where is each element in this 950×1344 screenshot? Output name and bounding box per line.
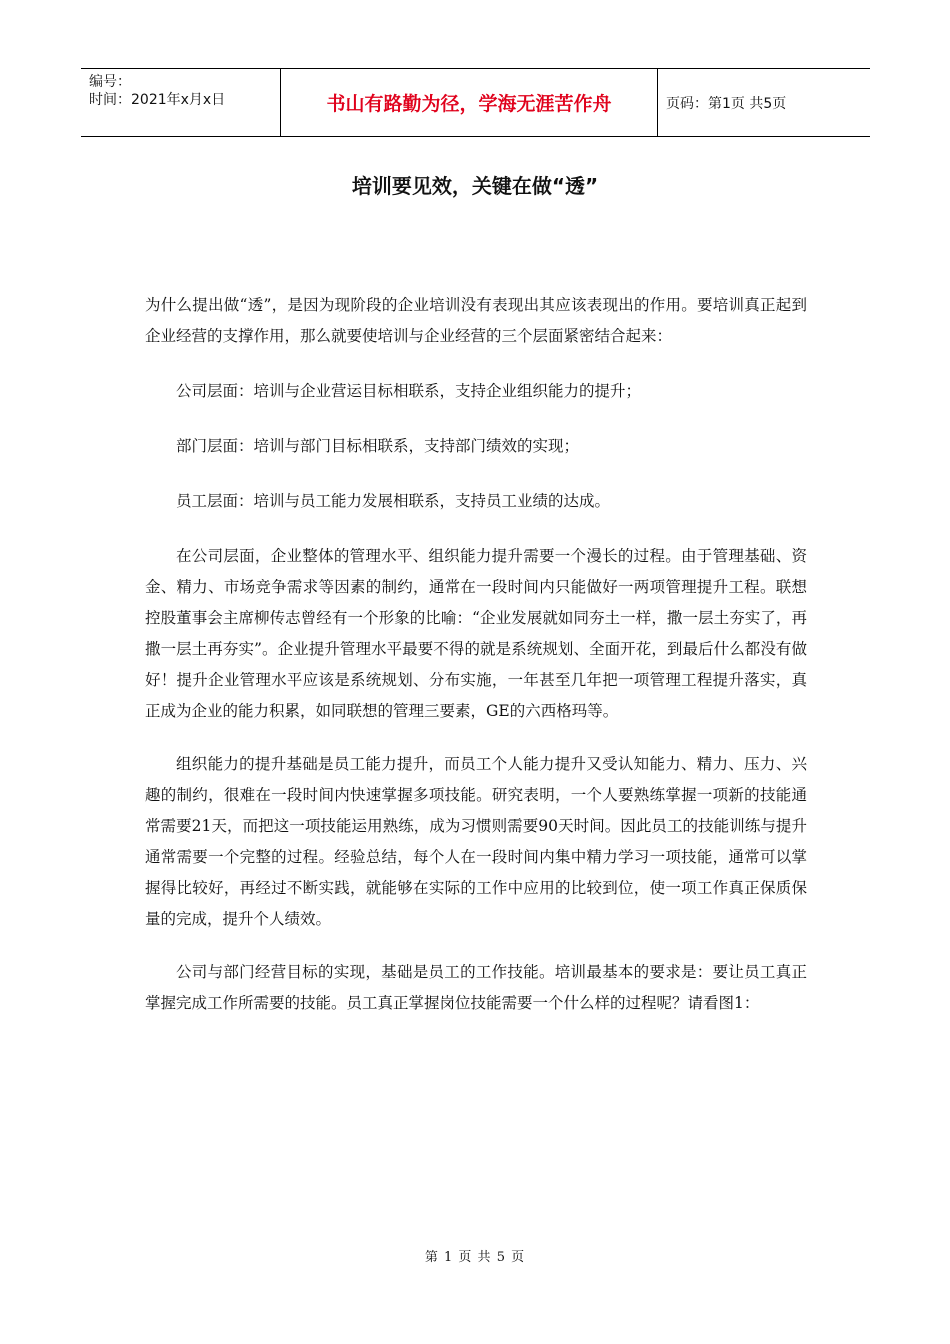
header-motto: 书山有路勤为径，学海无涯苦作舟 (281, 69, 658, 136)
paragraph-company-analysis: 在公司层面，企业整体的管理水平、组织能力提升需要一个漫长的过程。由于管理基础、资金、精力、市场竞争需求等因素的制约，通常在一段时间内只能做好一两项管理提升工程。联想控股董事会主席柳传志曾经有一个形象的比喻：“企业发展就如同夯土一样，撒一层土夯实了，再撒一层土再夯实”。企业提升管理水平最要不得的就是系统规划、全面开花，到最后什么都没有做好！提升企业管理水平应该是系统规划、分布实施，一年甚至几年把一项管理工程提升落实，真正成为企业的能力积累，如同联想的管理三要素，GE的六西格玛等。 (145, 547, 807, 720)
page-footer: 第 1 页 共 5 页 (424, 1250, 526, 1265)
document-header (81, 68, 870, 137)
paragraph-conclusion: 公司与部门经营目标的实现，基础是员工的工作技能。培训最基本的要求是：要让员工真正掌握完成工作所需要的技能。员工真正掌握岗位技能需要一个什么样的过程呢？请看图1： (145, 963, 807, 1012)
header-page-info: 页码：第1页 共5页 (666, 95, 787, 112)
paragraph-skill-analysis: 组织能力的提升基础是员工能力提升，而员工个人能力提升又受认知能力、精力、压力、兴趣的制约，很难在一段时间内快速掌握多项技能。研究表明，一个人要熟练掌握一项新的技能通常需要21天，而把这一项技能运用熟练，成为习惯则需要90天时间。因此员工的技能训练与提升通常需要一个完整的过程。经验总结，每个人在一段时间内集中精力学习一项技能，通常可以掌握得比较好，再经过不断实践，就能够在实际的工作中应用的比较到位，使一项工作真正保质保量的完成，提升个人绩效。 (145, 755, 807, 928)
document-title: 培训要见效，关键在做“透” (351, 174, 599, 198)
paragraph-department-level: 部门层面：培训与部门目标相联系，支持部门绩效的实现； (176, 437, 580, 455)
header-meta (81, 69, 281, 136)
paragraph-company-level: 公司层面：培训与企业营运目标相联系，支持企业组织能力的提升； (176, 382, 642, 400)
paragraph-intro: 为什么提出做“透”，是因为现阶段的企业培训没有表现出其应该表现出的作用。要培训真正起到企业经营的支撑作用，那么就要使培训与企业经营的三个层面紧密结合起来： (145, 296, 807, 345)
number-label: 编号： (89, 74, 131, 90)
document-body (145, 290, 807, 1041)
paragraph-employee-level: 员工层面：培训与员工能力发展相联系，支持员工业绩的达成。 (176, 492, 611, 510)
time-label: 时间：2021年x月x日 (89, 92, 226, 108)
